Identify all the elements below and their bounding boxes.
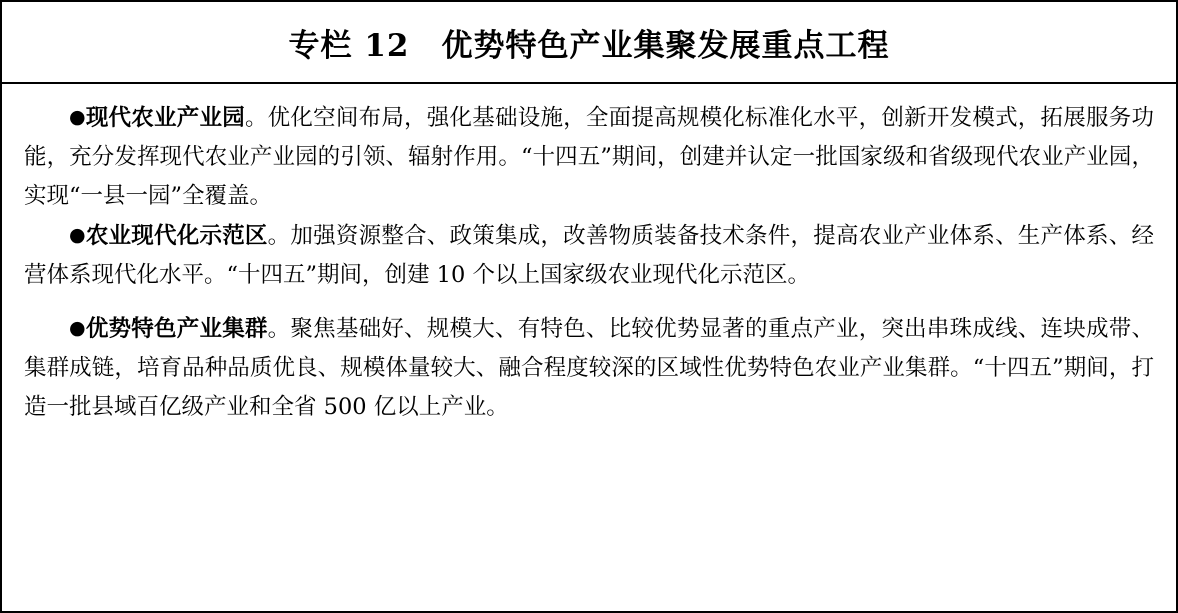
paragraph-3-lead: 优势特色产业集群 <box>85 316 268 342</box>
paragraph-1-text: 。优化空间布局，强化基础设施，全面提高规模化标准化水平，创新开发模式，拓展服务功能，充分发挥现代农业产业园的引领、辐射作用。“十四五”期间，创建并认定一批国家级和省级现代农业产业园，实现“一县一园”全覆盖。 <box>24 105 1154 209</box>
bullet-icon: ● <box>69 106 86 128</box>
bullet-icon: ● <box>69 224 86 246</box>
title-bar <box>2 2 1176 84</box>
paragraph-2 <box>24 216 1154 295</box>
document-body <box>2 84 1176 611</box>
paragraph-3-text: 。聚焦基础好、规模大、有特色、比较优势显著的重点产业，突出串珠成线、连块成带、集群成链，培育品种品质优良、规模体量较大、融合程度较深的区域性优势特色农业产业集群。“十四五”期间，打造一批县域百亿级产业和全省 500 亿以上产业。 <box>24 316 1154 420</box>
paragraph-2-lead: 农业现代化示范区 <box>85 223 268 249</box>
bullet-icon: ● <box>69 317 86 339</box>
paragraph-2-text: 。加强资源整合、政策集成，改善物质装备技术条件，提高农业产业体系、生产体系、经营体系现代化水平。“十四五”期间，创建 10 个以上国家级农业现代化示范区。 <box>24 223 1154 288</box>
paragraph-1-lead: 现代农业产业园 <box>85 105 245 131</box>
page-title: 专栏 12 优势特色产业集聚发展重点工程 <box>288 27 890 64</box>
paragraph-1 <box>24 98 1154 216</box>
paragraph-3 <box>24 309 1154 427</box>
